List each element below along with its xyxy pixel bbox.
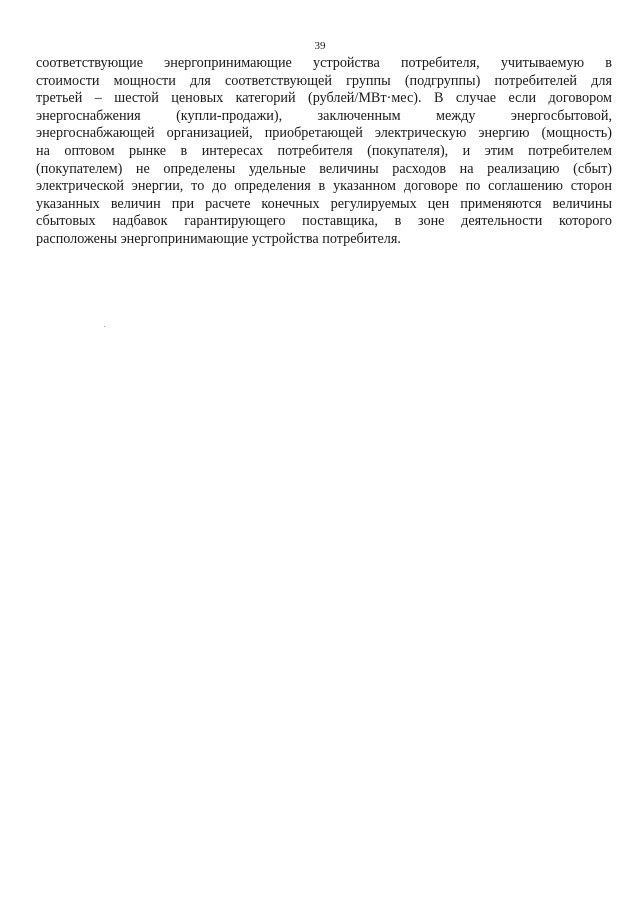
paragraph-line: энергоснабжающей организацией, приобретающей электрическую энергию (мощность) — [36, 125, 612, 142]
paragraph-line: соответствующие энергопринимающие устройства потребителя, учитываемую в — [36, 55, 612, 71]
paragraph-line: третьей – шестой ценовых категорий (рублей/МВт·мес). В случае если договором — [36, 90, 612, 107]
paragraph-line: на оптовом рынке в интересах потребителя (покупателя), и этим потребителем — [36, 142, 612, 159]
paragraph-line: энергоснабжения (купли-продажи), заключенным между энергосбытовой, — [36, 107, 612, 124]
paragraph-line: сбытовых надбавок гарантирующего поставщика, в зоне деятельности которого — [36, 213, 612, 230]
scan-speck — [104, 326, 105, 327]
paragraph-line: расположены энергопринимающие устройства потребителя. — [36, 230, 401, 247]
paragraph-line: указанных величин при расчете конечных регулируемых цен применяются величины — [36, 195, 612, 212]
page-number: 39 — [314, 40, 326, 52]
paragraph-line: (покупателем) не определены удельные величины расходов на реализацию (сбыт) — [36, 160, 612, 177]
paragraph-line: стоимости мощности для соответствующей группы (подгруппы) потребителей для — [36, 72, 612, 89]
body-paragraph — [36, 55, 612, 249]
paragraph-line: электрической энергии, то до определения в указанном договоре по соглашению сторон — [36, 178, 612, 195]
